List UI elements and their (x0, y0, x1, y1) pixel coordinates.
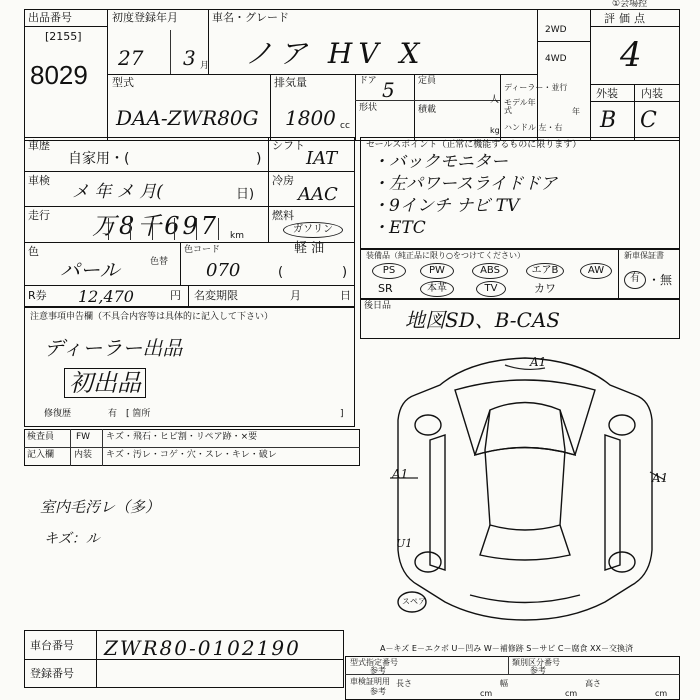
recycle-value: 12,470 (78, 287, 134, 306)
new-car-warranty-no: ・無 (648, 273, 673, 287)
car-right-side (605, 435, 620, 570)
drive-4wd: 4WD (545, 54, 567, 64)
chassis-number-value: ZWR80-0102190 (104, 636, 301, 660)
interior-row-label: 内装 (74, 450, 93, 460)
diagram-mark-top: A1 (530, 355, 547, 369)
diagram-mark-right: A1 (652, 471, 669, 485)
equip-leather: 本革 (420, 281, 454, 297)
capacity-unit: 人 (490, 95, 500, 105)
damage-code-legend: A－キズ E－エクボ U－凹み W－補修跡 S－サビ C－腐食 XX－交換済 (380, 644, 634, 653)
color-code-label: 色コード (184, 245, 221, 255)
vehicle-name: ノア HV X (245, 37, 426, 70)
lot-number: 8029 (30, 60, 88, 90)
displacement-value: 1800 (285, 106, 336, 130)
expiry-day: 日 (340, 289, 351, 302)
wheel-rear-right (609, 552, 635, 572)
equipment-label: 装備品（純正品に限り○をつけてください） (366, 251, 525, 260)
exterior-grade: B (600, 108, 617, 133)
displacement-unit: cc (340, 121, 350, 131)
sales-point-3: ・9インチ ナビ TV (372, 196, 520, 216)
sales-point-2: ・左パワースライドドア (372, 174, 558, 194)
notes-label: 注意事項申告欄（不具合内容等は具体的に記入して下さい） (30, 312, 274, 322)
sales-point-4: ・ETC (372, 218, 426, 238)
interior-grade: C (640, 108, 657, 133)
type-designation-label: 型式指定番号 (350, 658, 398, 667)
capacity-label: 定員 (418, 76, 437, 86)
fuel-label: 燃料 (272, 209, 294, 222)
grade-value: 4 (620, 35, 642, 75)
fw-label: FW (76, 432, 91, 442)
new-car-warranty-label: 新車保証書 (624, 251, 664, 260)
mileage-unit: km (230, 231, 244, 241)
equip-abs: ABS (472, 263, 508, 279)
aftermarket-value: 地図SD、B-CAS (405, 308, 561, 332)
wheel-rear-left (415, 552, 441, 572)
recycle-unit: 円 (170, 289, 181, 302)
car-hood (455, 380, 595, 455)
car-windshield (475, 410, 575, 455)
name-change-label: 名変期限 (194, 289, 238, 302)
dealer-label: ディーラー・並行 (504, 83, 568, 92)
vehicle-name-label: 車名・グレード (212, 11, 289, 24)
grade-label: 評価点 (604, 12, 649, 25)
equip-aw: AW (580, 263, 612, 279)
equip-ps: PS (372, 263, 406, 279)
car-rear-bumper (470, 595, 580, 603)
chassis-number-label: 車台番号 (30, 639, 74, 652)
registration-month: 3 (183, 46, 196, 70)
entry-field-label: 記入欄 (27, 450, 55, 460)
history-value: 自家用・( (68, 151, 130, 167)
sales-point-1: ・バックモニター (372, 152, 508, 172)
new-car-warranty-yes: 有 (624, 271, 646, 289)
type-designation-ref: 参考 (370, 666, 386, 675)
lot-number-label: 出品番号 (28, 11, 72, 24)
notes-line1: ディーラー出品 (44, 336, 183, 360)
displacement-label: 排気量 (274, 76, 307, 89)
registration-year: 27 (118, 46, 144, 70)
registration-month-unit: 月 (200, 61, 210, 71)
color-value: パール (60, 258, 120, 282)
interior-note-1: 室内毛汚レ（多） (40, 498, 161, 516)
doors-label: ドア (359, 76, 377, 86)
mileage-label: 走行 (28, 209, 50, 222)
class-number-ref: 参考 (530, 666, 546, 675)
interior-note-2: キズ：ル (44, 531, 100, 547)
aircon-label: 冷房 (272, 174, 294, 187)
car-outline (398, 355, 652, 620)
model-code: DAA-ZWR80G (116, 106, 259, 130)
repair-bracket-close: ] (340, 409, 344, 419)
first-registration-label: 初度登録年月 (112, 11, 178, 24)
equip-sr: SR (378, 282, 393, 295)
equip-airbag: エアB (526, 263, 564, 279)
car-left-side (430, 435, 445, 570)
inspection-value: メ 年 メ 月( (72, 182, 163, 202)
shift-value: IAT (306, 148, 338, 169)
model-label: 型式 (112, 76, 134, 89)
color-label: 色 (28, 245, 39, 258)
repair-history-label: 修復歴 (44, 409, 72, 419)
equip-pw: PW (420, 263, 454, 279)
fuel-paren-close: ) (342, 265, 348, 280)
car-damage-diagram (370, 340, 680, 630)
fuel-light-oil: 軽 油 (294, 241, 325, 256)
equip-kawa: カワ (534, 282, 556, 295)
width-label: 幅 (500, 679, 508, 688)
repair-place-label: [ 箇所 (126, 409, 151, 419)
cert-label: 車検証明用 (350, 677, 390, 686)
car-roof (485, 403, 565, 531)
doors-value: 5 (382, 78, 395, 102)
color-change-label: 色替 (150, 257, 169, 267)
inspection-day: 日) (236, 187, 255, 202)
venue-copy-label: ①会場控 (612, 0, 648, 9)
class-number-label: 類別区分番号 (512, 658, 560, 667)
height-unit: cm (655, 689, 668, 698)
fuel-gasoline-circled: ガソリン (283, 222, 343, 238)
load-label: 積載 (418, 105, 437, 115)
width-unit: cm (565, 689, 578, 698)
diagram-mark-left: A1 (392, 467, 409, 481)
exterior-damage-legend: キズ・飛石・ヒビ割・リペア跡・×要 (106, 432, 258, 442)
recycle-label: R券 (28, 289, 47, 302)
mileage-value: 万8千697 (92, 212, 220, 240)
notes-line2: 初出品 (64, 368, 146, 398)
shape-label: 形状 (359, 103, 378, 113)
interior-label: 内装 (641, 87, 663, 100)
history-close: ) (256, 151, 262, 167)
drive-2wd: 2WD (545, 25, 567, 35)
equip-tv: TV (476, 281, 506, 297)
model-year-unit: 年 (572, 107, 580, 116)
length-unit: cm (480, 689, 493, 698)
height-label: 高さ (585, 679, 601, 688)
aftermarket-label: 後日品 (364, 301, 392, 311)
diagram-mark-bottom-left: U1 (396, 537, 413, 550)
inspection-label: 車検 (28, 174, 50, 187)
handle-label: ハンドル 左・右 (504, 123, 563, 132)
wheel-front-right (609, 415, 635, 435)
interior-damage-legend: キズ・汚レ・コゲ・穴・スレ・キレ・破レ (106, 450, 277, 460)
spare-tire-label: スペア (402, 597, 426, 606)
load-unit: kg (490, 126, 500, 135)
history-label: 車歴 (28, 139, 50, 152)
repair-history-value: 有 (108, 409, 118, 419)
length-label: 長さ (396, 679, 412, 688)
lot-sub-number: [2155] (45, 30, 82, 43)
cert-ref: 参考 (370, 687, 386, 696)
sales-points-label: セールスポイント（正常に機能するものに限ります） (366, 140, 582, 150)
exterior-label: 外装 (596, 87, 618, 100)
aircon-value: AAC (298, 184, 338, 205)
wheel-front-left (415, 415, 441, 435)
color-code-value: 070 (206, 260, 241, 281)
model-year-label: モデル年式 (504, 98, 536, 115)
inspector-label: 検査員 (27, 432, 55, 442)
notes-block (24, 307, 355, 427)
expiry-month: 月 (290, 289, 301, 302)
shift-label: シフト (272, 139, 305, 152)
registration-number-label: 登録番号 (30, 667, 74, 680)
fuel-paren-open: ( (278, 265, 284, 280)
